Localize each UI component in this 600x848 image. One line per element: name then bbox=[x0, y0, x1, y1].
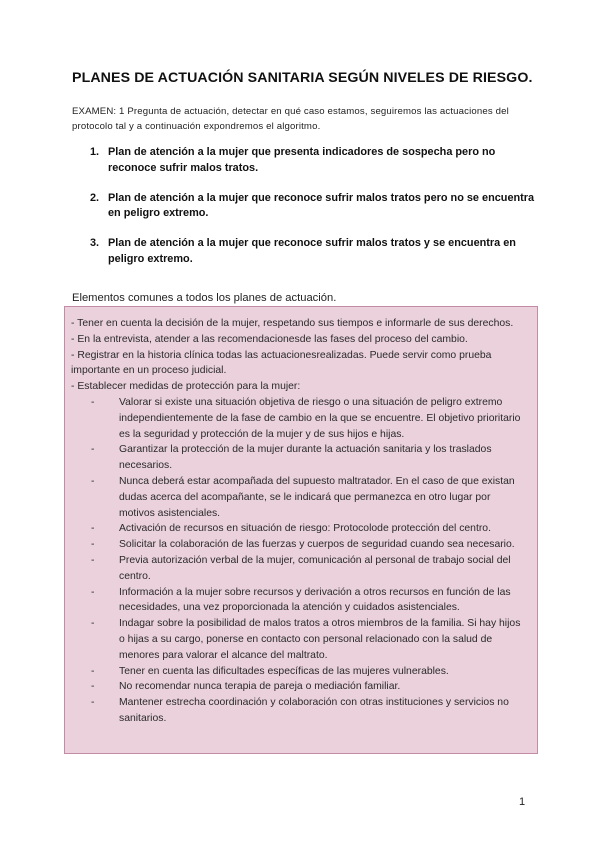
page-title: PLANES DE ACTUACIÓN SANITARIA SEGÚN NIVELES DE RIESGO. bbox=[72, 70, 533, 86]
measure-text: Mantener estrecha coordinación y colaboración con otras instituciones y servicios no sanitarios. bbox=[119, 697, 509, 724]
measure-text: Tener en cuenta las dificultades específicas de las mujeres vulnerables. bbox=[119, 665, 449, 677]
common-elements-heading: Elementos comunes a todos los planes de actuación. bbox=[72, 292, 337, 304]
plan-text: Plan de atención a la mujer que reconoce sufrir malos tratos pero no se encuentra en peligro extremo. bbox=[108, 191, 535, 219]
plan-text: Plan de atención a la mujer que presenta indicadores de sospecha pero no reconoce sufrir malos tratos. bbox=[108, 146, 496, 174]
measure-text: Garantizar la protección de la mujer durante la actuación sanitaria y los traslados necesarios. bbox=[119, 444, 492, 472]
protection-measure bbox=[71, 553, 531, 585]
protection-measure bbox=[71, 442, 531, 474]
protection-measure bbox=[71, 664, 531, 680]
dash-bullet: - bbox=[91, 697, 95, 709]
dash-bullet: - bbox=[91, 396, 95, 408]
protection-measure bbox=[71, 395, 531, 442]
measure-text: Información a la mujer sobre recursos y derivación a otros recursos en función de las necesidades, una vez proporcionada la atención y cuidados asistenciales. bbox=[119, 586, 511, 614]
plan-text: Plan de atención a la mujer que reconoce sufrir malos tratos y se encuentra en peligro extremo. bbox=[108, 237, 516, 265]
protection-measure bbox=[71, 585, 531, 617]
protection-measure bbox=[71, 537, 531, 553]
protection-measure bbox=[71, 521, 531, 537]
plan-item bbox=[90, 236, 540, 267]
protection-measure bbox=[71, 474, 531, 521]
exam-note: EXAMEN: 1 Pregunta de actuación, detectar en qué caso estamos, seguiremos las actuaciones del protocolo tal y a continuación expondremos el algoritmo. bbox=[72, 106, 509, 132]
dash-bullet: - bbox=[91, 665, 95, 677]
plans-list bbox=[90, 145, 540, 282]
dash-bullet: - bbox=[91, 618, 95, 630]
measure-text: Nunca deberá estar acompañada del supuesto maltratador. En el caso de que existan dudas acerca del acompañante, se le indicará que permanezca en otro lugar por motivos asistenciales. bbox=[119, 475, 515, 519]
page-number: 1 bbox=[519, 796, 526, 808]
protection-measure bbox=[71, 695, 531, 727]
plan-number: 1. bbox=[90, 146, 100, 158]
general-item: - Registrar en la historia clínica todas las actuacionesrealizadas. Puede servir como prueba importante en un proceso judicial. bbox=[71, 349, 492, 377]
plan-number: 2. bbox=[90, 191, 100, 204]
plan-number: 3. bbox=[90, 237, 100, 249]
plan-item bbox=[90, 191, 540, 222]
protection-measure bbox=[71, 679, 531, 695]
protection-measure bbox=[71, 616, 531, 663]
measure-text: Activación de recursos en situación de riesgo: Protocolode protección del centro. bbox=[119, 523, 491, 535]
dash-bullet: - bbox=[91, 681, 95, 693]
measure-text: Solicitar la colaboración de las fuerzas y cuerpos de seguridad cuando sea necesario. bbox=[119, 539, 515, 551]
dash-bullet: - bbox=[91, 554, 95, 566]
dash-bullet: - bbox=[91, 475, 95, 487]
plan-item bbox=[90, 145, 540, 176]
measure-text: No recomendar nunca terapia de pareja o mediación familiar. bbox=[119, 681, 401, 693]
dash-bullet: - bbox=[91, 444, 95, 456]
measure-text: Valorar si existe una situación objetiva de riesgo o una situación de peligro extremo independientemente de la fase de cambio en la que se encuentre. El objetivo prioritario es la seguridad y protección de la mujer y de sus hijos e hijas. bbox=[119, 396, 521, 440]
general-item: - En la entrevista, atender a las recomendacionesde las fases del proceso del cambio. bbox=[71, 333, 468, 345]
general-item: - Tener en cuenta la decisión de la mujer, respetando sus tiempos e informarle de sus derechos. bbox=[71, 318, 514, 329]
dash-bullet: - bbox=[91, 523, 95, 535]
common-elements-box bbox=[64, 306, 538, 754]
general-item: - Establecer medidas de protección para la mujer: bbox=[71, 381, 301, 393]
dash-bullet: - bbox=[91, 586, 95, 598]
dash-bullet: - bbox=[91, 539, 95, 551]
measure-text: Previa autorización verbal de la mujer, comunicación al personal de trabajo social del centro. bbox=[119, 554, 511, 582]
measure-text: Indagar sobre la posibilidad de malos tratos a otros miembros de la familia. Si hay hijos o hijas a su cargo, ponerse en contacto con personal relacionado con la salud de menores para valorar el alcance del maltrato. bbox=[119, 618, 521, 661]
